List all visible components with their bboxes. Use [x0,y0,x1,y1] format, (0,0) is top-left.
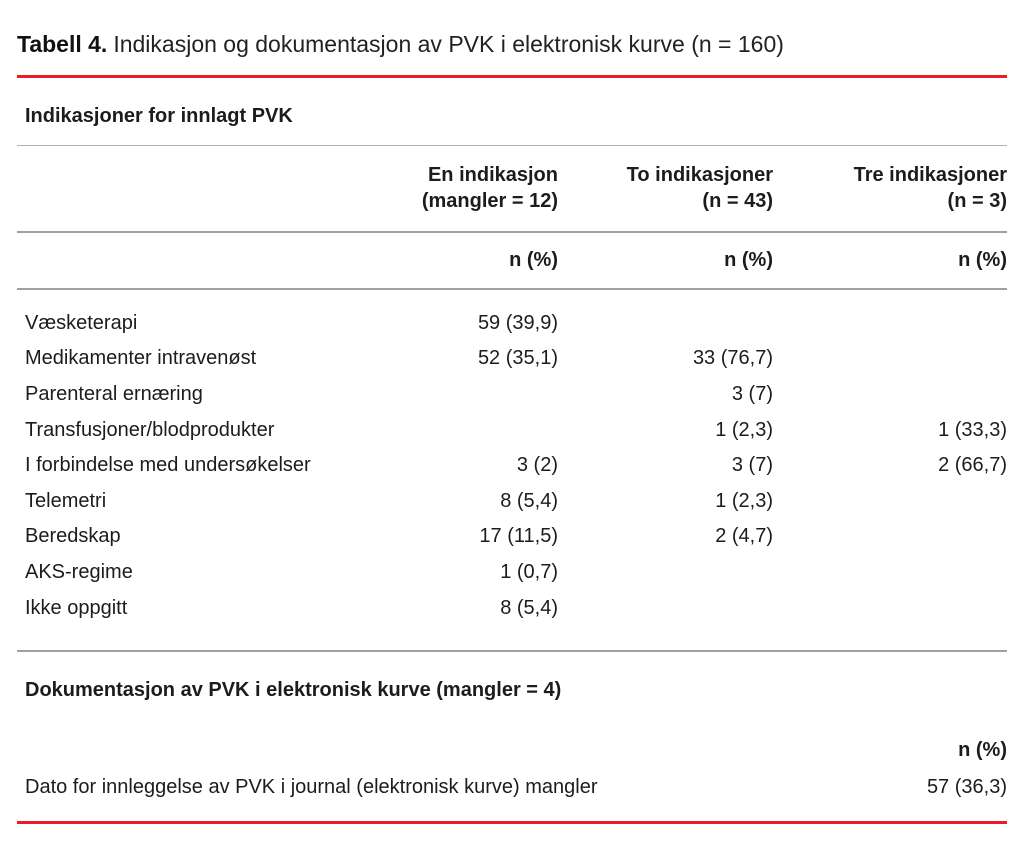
row-value-col3: 2 (66,7) [938,454,1007,477]
row-value-col1: 59 (39,9) [477,311,558,334]
unit-header-row [17,248,1007,272]
table-row [17,376,1007,412]
row-label: Væsketerapi [25,311,138,334]
section-heading-documentation: Dokumentasjon av PVK i elektronisk kurve (mangler = 4) [25,679,562,702]
unit-label-col1: n (%) [509,249,558,271]
table-row [17,483,1007,519]
divider-under-unit-row [17,288,1007,290]
column-header-three-indications [773,162,1007,214]
bottom-red-rule [17,821,1007,824]
row-value: 57 (36,3) [926,776,1007,799]
row-value-col2: 33 (76,7) [692,347,773,370]
row-value-col1: 52 (35,1) [477,347,558,370]
row-value-col1: 8 (5,4) [500,489,558,512]
row-value-col1: 8 (5,4) [500,596,558,619]
row-label: Dato for innleggelse av PVK i journal (elektronisk kurve) mangler [25,776,598,799]
unit-label-col2: n (%) [724,249,773,271]
column-header-line2: (n = 43) [702,190,773,212]
table-row [17,519,1007,555]
row-label: I forbindelse med undersøkelser [25,454,311,477]
row-value-col2: 2 (4,7) [715,525,773,548]
table-title-label: Tabell 4. [17,31,108,57]
row-value-col3: 1 (33,3) [938,418,1007,441]
column-header-one-indication [358,162,558,214]
row-label: Parenteral ernæring [25,382,203,405]
unit-label-col3: n (%) [958,249,1007,271]
column-header-two-indications [558,162,773,214]
table-row [17,412,1007,448]
divider-under-section-heading [17,145,1007,146]
indication-rows [17,305,1007,625]
column-header-line1: Tre indikasjoner [853,164,1007,186]
row-value-col2: 1 (2,3) [715,418,773,441]
row-label: Medikamenter intravenøst [25,347,257,370]
row-label: Ikke oppgitt [25,596,128,619]
row-label: Telemetri [25,489,107,512]
row-label: Transfusjoner/blodprodukter [25,418,275,441]
table-title-text: Indikasjon og dokumentasjon av PVK i elektronisk kurve (n = 160) [113,31,784,57]
section-heading-indications: Indikasjoner for innlagt PVK [25,105,293,127]
row-value-col1: 3 (2) [516,454,558,477]
row-value-col2: 1 (2,3) [715,489,773,512]
divider-under-indication-rows [17,650,1007,652]
row-value-col1: 17 (11,5) [479,525,558,548]
row-label: Beredskap [25,525,121,548]
table-row [17,554,1007,590]
column-header-line2: (mangler = 12) [421,190,558,212]
table-row [17,305,1007,341]
column-header-line2: (n = 3) [947,190,1007,212]
unit-label-documentation: n (%) [958,739,1007,762]
table-row [17,447,1007,483]
divider-under-column-headers [17,231,1007,233]
top-red-rule [17,75,1007,78]
row-label: AKS-regime [25,560,133,583]
table-title [17,30,1007,58]
column-header-line1: En indikasjon [427,164,558,186]
table-row [17,341,1007,377]
row-value-col2: 3 (7) [731,454,773,477]
row-value-col2: 3 (7) [731,382,773,405]
column-header-line1: To indikasjoner [626,164,773,186]
table-row [17,590,1007,626]
table-row [17,775,1007,799]
column-header-row [17,162,1007,214]
row-value-col1: 1 (0,7) [500,560,558,583]
